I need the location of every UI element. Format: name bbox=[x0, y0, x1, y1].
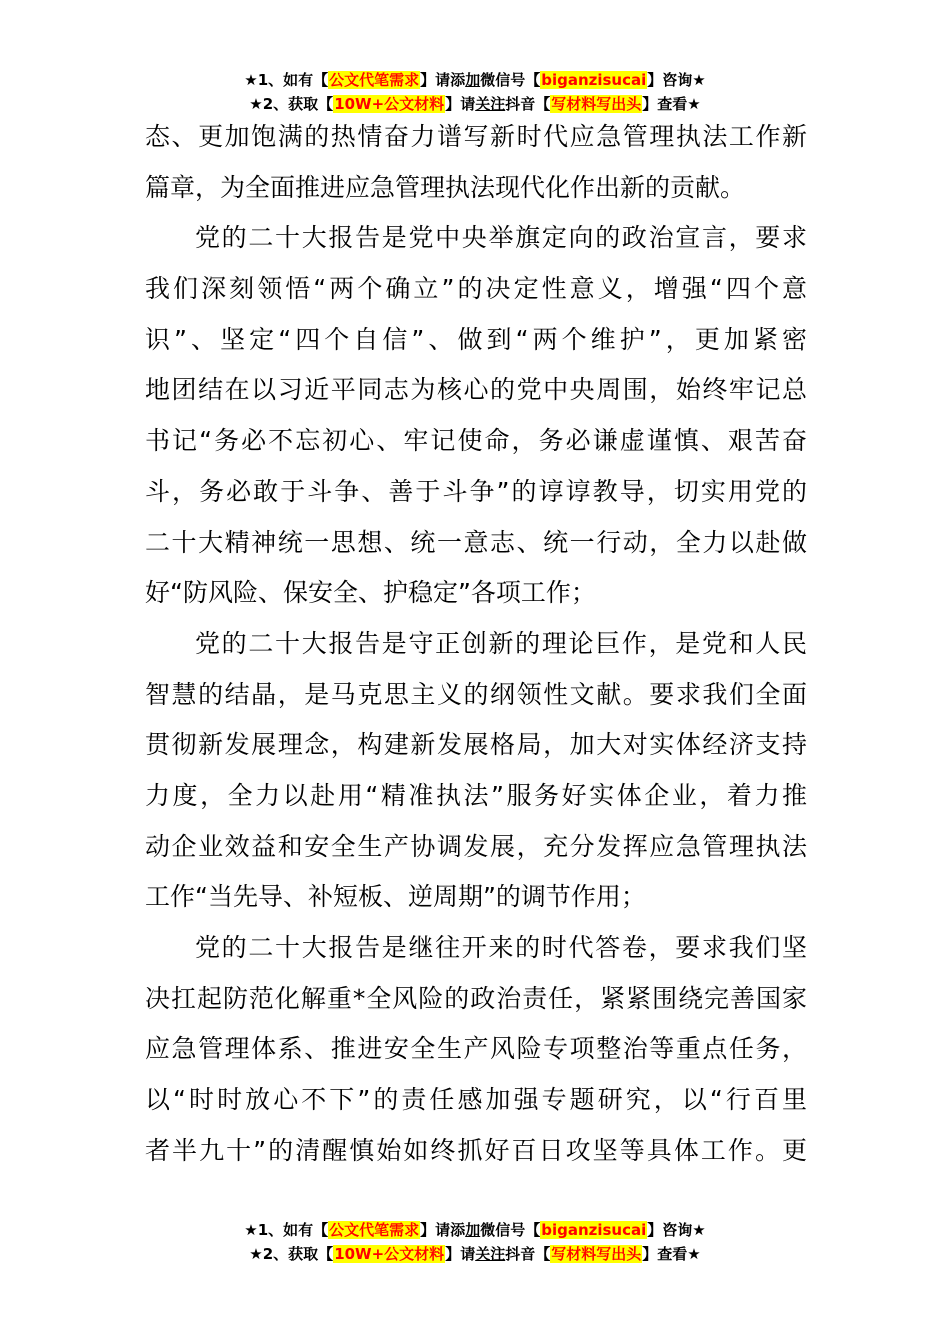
banner-text: ★1、如有【 bbox=[244, 1221, 329, 1239]
banner-text: 】请 bbox=[445, 95, 476, 113]
banner-text: 】请 bbox=[445, 1245, 476, 1263]
banner-underlined-text: 关注 bbox=[475, 1245, 506, 1263]
body-line: 决扛起防范化解重*全风险的政治责任，紧紧围绕完善国家 bbox=[145, 983, 807, 1013]
body-line: 斗，务必敢于斗争、善于斗争”的谆谆教导，切实用党的 bbox=[145, 476, 807, 506]
body-line: 篇章，为全面推进应急管理执法现代化作出新的贡献。 bbox=[145, 172, 746, 202]
banner-douyin-account: 写材料写出头 bbox=[551, 95, 642, 113]
footer-banner-line-2 bbox=[0, 1242, 950, 1266]
banner-text: 】咨询★ bbox=[647, 1221, 706, 1239]
banner-highlight: 10W+公文材料 bbox=[334, 95, 445, 113]
banner-underlined-text: 加 bbox=[465, 1221, 481, 1239]
banner-highlight: 公文代笔需求 bbox=[329, 71, 420, 89]
banner-text: 抖音【 bbox=[505, 1245, 551, 1263]
banner-wechat-id: biganzisucai bbox=[541, 71, 647, 89]
banner-text: ★2、获取【 bbox=[249, 1245, 334, 1263]
banner-text: 】请添 bbox=[420, 1221, 466, 1239]
body-line: 贯彻新发展理念，构建新发展格局，加大对实体经济支持 bbox=[145, 730, 807, 760]
banner-underlined-text: 加 bbox=[465, 71, 481, 89]
banner-highlight: 10W+公文材料 bbox=[334, 1245, 445, 1263]
header-banner-line-1 bbox=[0, 68, 950, 92]
footer-banner-line-1 bbox=[0, 1218, 950, 1242]
body-line: 动企业效益和安全生产协调发展，充分发挥应急管理执法 bbox=[145, 831, 807, 861]
body-line: 地团结在以习近平同志为核心的党中央周围，始终牢记总 bbox=[145, 375, 807, 405]
body-line: 党的二十大报告是党中央举旗定向的政治宣言，要求 bbox=[195, 223, 807, 253]
banner-underlined-text: 关注 bbox=[475, 95, 506, 113]
banner-highlight: 公文代笔需求 bbox=[329, 1221, 420, 1239]
body-line: 书记“务必不忘初心、牢记使命，务必谦虚谨慎、艰苦奋 bbox=[145, 426, 807, 456]
body-line: 党的二十大报告是继往开来的时代答卷，要求我们坚 bbox=[195, 933, 807, 962]
body-line: 识”、坚定“四个自信”、做到“两个维护”，更加紧密 bbox=[145, 324, 807, 354]
body-line: 好“防风险、保安全、护稳定”各项工作； bbox=[145, 578, 596, 608]
body-line: 我们深刻领悟“两个确立”的决定性意义，增强“四个意 bbox=[145, 274, 807, 304]
banner-text: 微信号【 bbox=[480, 1221, 541, 1239]
body-line: 以“时时放心不下”的责任感加强专题研究，以“行百里 bbox=[145, 1085, 807, 1115]
body-line: 工作“当先导、补短板、逆周期”的调节作用； bbox=[145, 882, 646, 912]
banner-text: 】查看★ bbox=[642, 95, 701, 113]
body-line: 应急管理体系、推进安全生产风险专项整治等重点任务， bbox=[145, 1034, 807, 1064]
header-banner bbox=[0, 68, 950, 116]
body-line: 智慧的结晶，是马克思主义的纲领性文献。要求我们全面 bbox=[145, 679, 807, 709]
banner-text: 抖音【 bbox=[505, 95, 551, 113]
footer-banner bbox=[0, 1218, 950, 1266]
body-line: 党的二十大报告是守正创新的理论巨作，是党和人民 bbox=[195, 628, 807, 658]
banner-wechat-id: biganzisucai bbox=[541, 1221, 647, 1239]
body-line: 者半九十”的清醒慎始如终抓好百日攻坚等具体工作。更 bbox=[145, 1135, 807, 1165]
banner-text: 微信号【 bbox=[480, 71, 541, 89]
banner-text: 】咨询★ bbox=[647, 71, 706, 89]
document-body bbox=[145, 112, 807, 1176]
body-line: 力度，全力以赴用“精准执法”服务好实体企业，着力推 bbox=[145, 780, 807, 810]
banner-text: 】查看★ bbox=[642, 1245, 701, 1263]
body-line: 二十大精神统一思想、统一意志、统一行动，全力以赴做 bbox=[145, 527, 807, 557]
body-line: 态、更加饱满的热情奋力谱写新时代应急管理执法工作新 bbox=[145, 122, 807, 151]
banner-text: 】请添 bbox=[420, 71, 466, 89]
banner-text: ★1、如有【 bbox=[244, 71, 329, 89]
banner-text: ★2、获取【 bbox=[249, 95, 334, 113]
banner-douyin-account: 写材料写出头 bbox=[551, 1245, 642, 1263]
